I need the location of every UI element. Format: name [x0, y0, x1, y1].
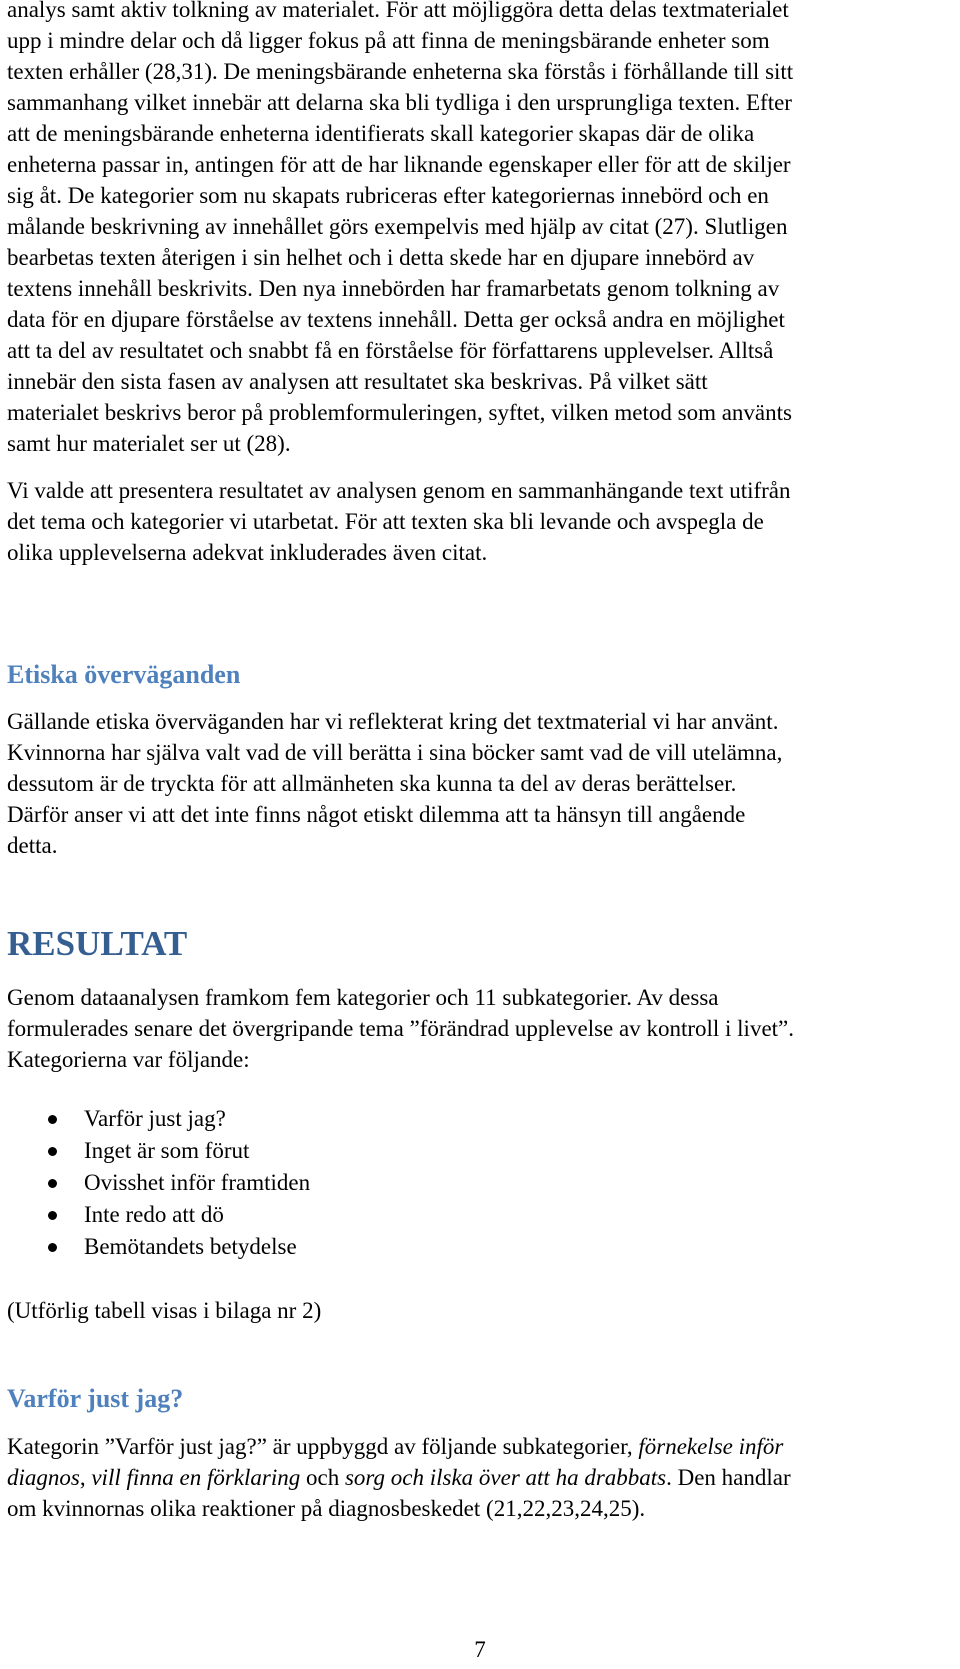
- list-item-label: Ovisshet inför framtiden: [84, 1170, 311, 1195]
- page-number: 7: [474, 1637, 486, 1662]
- paragraph-ethics: [7, 706, 782, 861]
- bullet-icon: [48, 1243, 57, 1252]
- text-line: analys samt aktiv tolkning av materialet. För att möjliggöra detta delas textmaterialet: [7, 0, 789, 22]
- text-line: data för en djupare förståelse av textens innehåll. Detta ger också andra en möjlighet: [7, 307, 785, 332]
- text-line: enheterna passar in, antingen för att de har liknande egenskaper eller för att de skiljer: [7, 152, 791, 177]
- text-run: ,: [79, 1465, 92, 1490]
- list-item: [7, 1135, 310, 1167]
- list-item-label: Inte redo att dö: [84, 1202, 224, 1227]
- paragraph-analysis-method: [7, 0, 793, 459]
- list-item: [7, 1199, 310, 1231]
- text-line: formulerades senare det övergripande tema ”förändrad upplevelse av kontroll i livet”.: [7, 1016, 795, 1041]
- paragraph-presentation: [7, 475, 791, 568]
- bullet-icon: [48, 1211, 57, 1220]
- text-line: Kategorierna var följande:: [7, 1047, 250, 1072]
- text-line: olika upplevelserna adekvat inkluderades även citat.: [7, 540, 488, 565]
- text-line: materialet beskrivs beror på problemformuleringen, syftet, vilken metod som använts: [7, 400, 792, 425]
- bullet-icon: [48, 1179, 57, 1188]
- text-line: om kvinnornas olika reaktioner på diagnosbeskedet (21,22,23,24,25).: [7, 1496, 646, 1521]
- subcategory-term: sorg och ilska över att ha drabbats: [344, 1465, 667, 1490]
- heading-ethics: Etiska överväganden: [7, 660, 241, 689]
- list-item: [7, 1231, 310, 1263]
- heading-result: RESULTAT: [7, 924, 188, 963]
- subcategory-term: vill finna en förklaring: [91, 1465, 301, 1490]
- paragraph-why-me: [7, 1431, 791, 1524]
- text-line: upp i mindre delar och då ligger fokus på att finna de meningsbärande enheter som: [7, 28, 770, 53]
- subcategory-term: förnekelse inför: [638, 1434, 784, 1459]
- subcategory-term: diagnos: [7, 1465, 80, 1490]
- text-line: textens innehåll beskrivits. Den nya innebörden har framarbetats genom tolkning av: [7, 276, 780, 301]
- text-line: dessutom är de tryckta för att allmänheten ska kunna ta del av deras berättelser.: [7, 771, 737, 796]
- text-line: innebär den sista fasen av analysen att resultatet ska beskrivas. På vilket sätt: [7, 369, 708, 394]
- bullet-icon: [48, 1147, 57, 1156]
- text-line: bearbetas texten återigen i sin helhet och i detta skede har en djupare innebörd av: [7, 245, 755, 270]
- text-line: detta.: [7, 833, 58, 858]
- text-line: Därför anser vi att det inte finns något etiskt dilemma att ta hänsyn till angående: [7, 802, 746, 827]
- text-line: [7, 1431, 791, 1462]
- text-line: att de meningsbärande enheterna identifierats skall kategorier skapas där de olika: [7, 121, 755, 146]
- list-item: [7, 1103, 310, 1135]
- text-line: Vi valde att presentera resultatet av analysen genom en sammanhängande text utifrån: [7, 478, 791, 503]
- text-line: att ta del av resultatet och snabbt få en förståelse för författarens upplevelser. Alltså: [7, 338, 774, 363]
- heading-why-me: Varför just jag?: [7, 1384, 184, 1413]
- paragraph-result-intro: [7, 982, 794, 1075]
- text-line: sammanhang vilket innebär att delarna ska bli tydliga i den ursprungliga texten. Efter: [7, 90, 792, 115]
- text-line: sig åt. De kategorier som nu skapats rubriceras efter kategoriernas innebörd och en: [7, 183, 769, 208]
- text-line: Kvinnorna har själva valt vad de vill berätta i sina böcker samt vad de vill utelämna,: [7, 740, 783, 765]
- text-run: och: [300, 1465, 345, 1490]
- list-item: [7, 1167, 310, 1199]
- category-list: [7, 1103, 310, 1263]
- text-run: . Den handlar: [666, 1465, 791, 1490]
- text-line: Gällande etiska överväganden har vi reflekterat kring det textmaterial vi har använt.: [7, 709, 779, 734]
- table-note: (Utförlig tabell visas i bilaga nr 2): [7, 1298, 322, 1323]
- bullet-icon: [48, 1115, 57, 1124]
- list-item-label: Bemötandets betydelse: [84, 1234, 297, 1259]
- text-line: [7, 1462, 791, 1493]
- text-line: samt hur materialet ser ut (28).: [7, 431, 291, 456]
- text-run: Kategorin ”Varför just jag?” är uppbyggd av följande subkategorier,: [7, 1434, 639, 1459]
- text-line: målande beskrivning av innehållet görs exempelvis med hjälp av citat (27). Slutligen: [7, 214, 788, 239]
- list-item-label: Varför just jag?: [84, 1106, 226, 1131]
- text-line: Genom dataanalysen framkom fem kategorier och 11 subkategorier. Av dessa: [7, 985, 719, 1010]
- text-line: texten erhåller (28,31). De meningsbärande enheterna ska förstås i förhållande till sitt: [7, 59, 794, 84]
- text-line: det tema och kategorier vi utarbetat. För att texten ska bli levande och avspegla de: [7, 509, 764, 534]
- list-item-label: Inget är som förut: [84, 1138, 250, 1163]
